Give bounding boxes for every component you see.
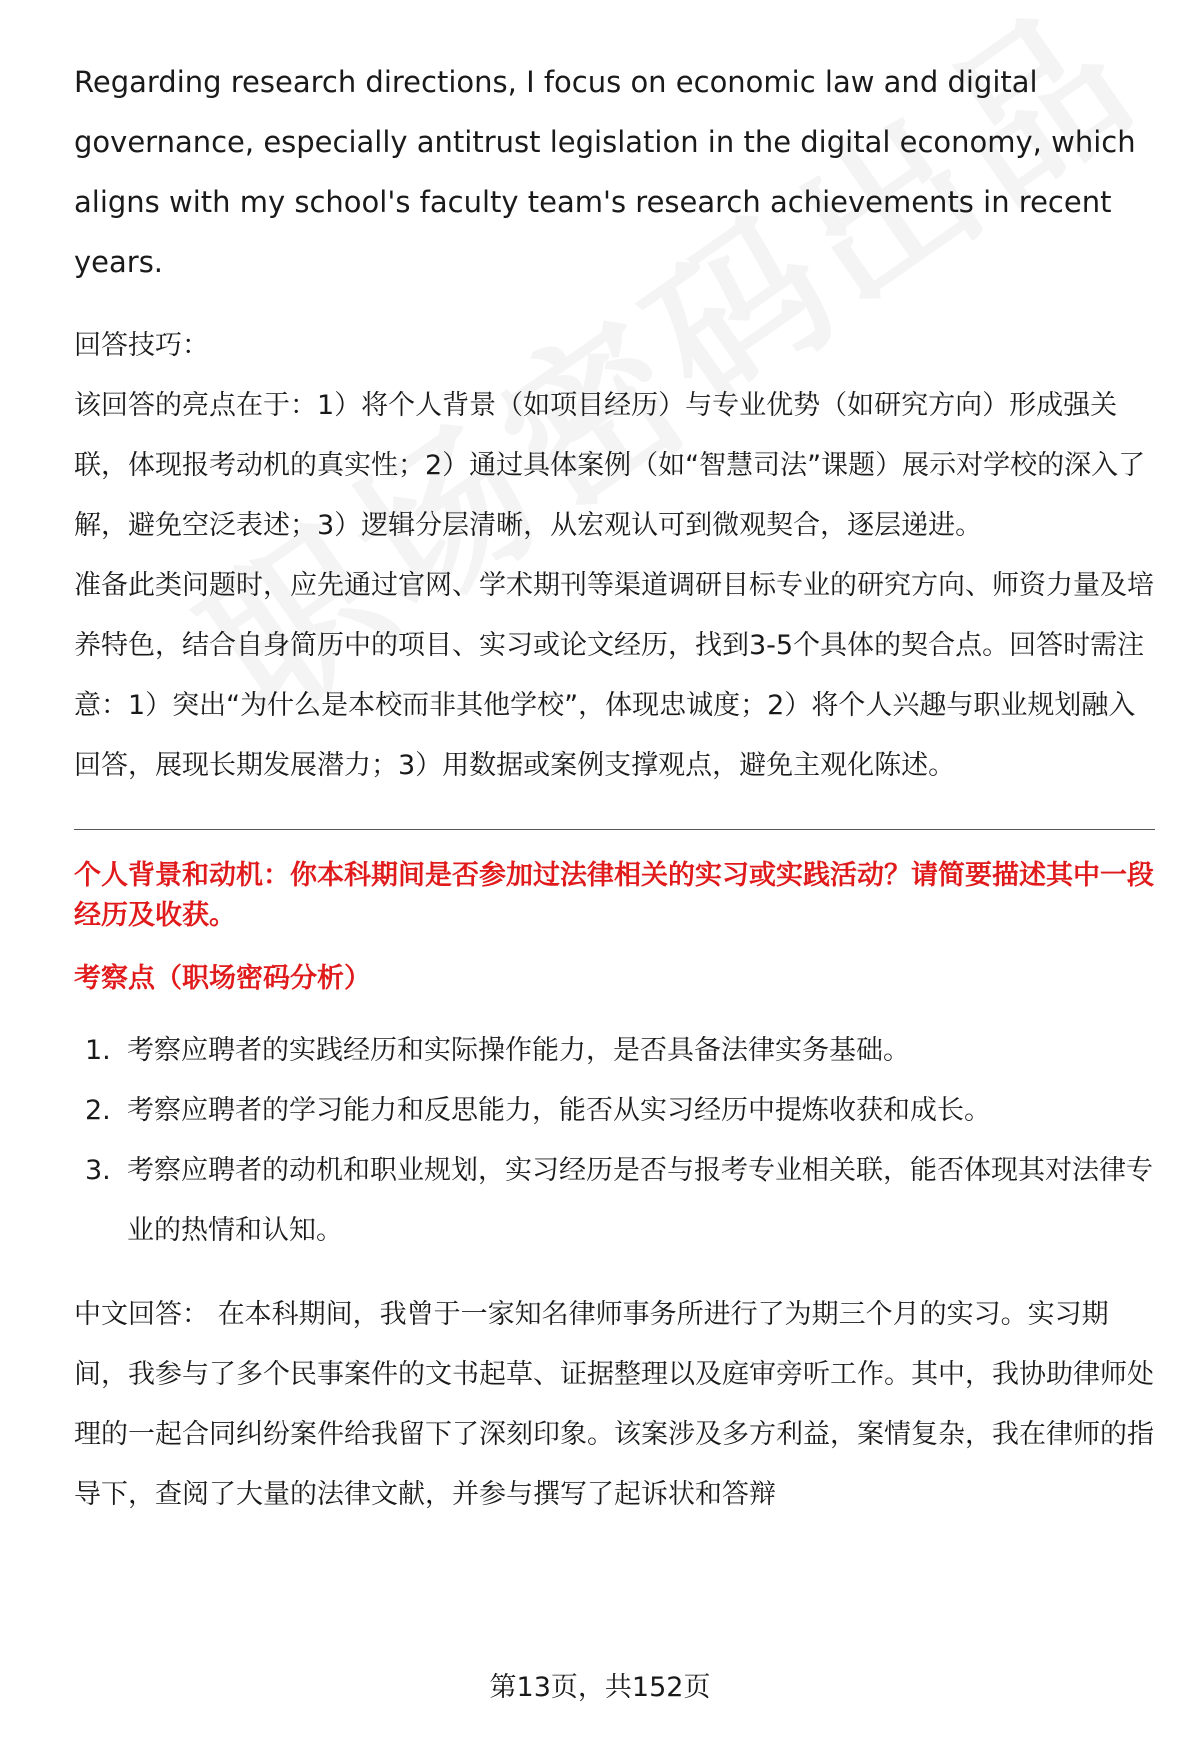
intro-paragraph: Regarding research directions, I focus on economic law and digital governance, especially antitrust legislation in the digital economy, which aligns with my school's faculty team's research achievements in recent years. [74, 65, 1136, 279]
chinese-answer-paragraph: 中文回答： 在本科期间，我曾于一家知名律师事务所进行了为期三个月的实习。实习期间，我参与了多个民事案件的文书起草、证据整理以及庭审旁听工作。其中，我协助律师处理的一起合同纠纷案件给我留下了深刻印象。该案涉及多方利益，案情复杂，我在律师的指导下，查阅了大量的法律文献，并参与撰写了起诉状和答辩 [74, 1299, 1154, 1510]
list-item [74, 1021, 1154, 1081]
list-item-text: 考察应聘者的实践经历和实际操作能力，是否具备法律实务基础。 [127, 1035, 910, 1066]
question-title: 个人背景和动机：你本科期间是否参加过法律相关的实习或实践活动？请简要描述其中一段经历及收获。 [74, 860, 1154, 931]
list-item-number: 1. [85, 1035, 111, 1066]
page-indicator: 第13页，共152页 [489, 1672, 711, 1703]
list-item [74, 1141, 1154, 1261]
tips-label: 回答技巧： [74, 330, 209, 361]
analysis-points-list [74, 1021, 1154, 1261]
list-item-text: 考察应聘者的学习能力和反思能力，能否从实习经历中提炼收获和成长。 [127, 1095, 991, 1126]
list-item [74, 1081, 1154, 1141]
list-item-number: 3. [85, 1155, 111, 1186]
list-item-text: 考察应聘者的动机和职业规划，实习经历是否与报考专业相关联，能否体现其对法律专业的热情和认知。 [127, 1155, 1153, 1246]
page-content [74, 52, 1154, 1525]
list-item-number: 2. [85, 1095, 111, 1126]
tips-paragraph-2: 准备此类问题时，应先通过官网、学术期刊等渠道调研目标专业的研究方向、师资力量及培养特色，结合自身简历中的项目、实习或论文经历，找到3-5个具体的契合点。回答时需注意：1）突出“为什么是本校而非其他学校”，体现忠诚度；2）将个人兴趣与职业规划融入回答，展现长期发展潜力；3）用数据或案例支撑观点，避免主观化陈述。 [74, 570, 1154, 781]
analysis-heading: 考察点（职场密码分析） [74, 963, 371, 994]
tips-paragraph-1: 该回答的亮点在于：1）将个人背景（如项目经历）与专业优势（如研究方向）形成强关联，体现报考动机的真实性；2）通过具体案例（如“智慧司法”课题）展示对学校的深入了解，避免空泛表述；3）逻辑分层清晰，从宏观认可到微观契合，逐层递进。 [74, 390, 1146, 541]
section-divider [74, 829, 1155, 830]
